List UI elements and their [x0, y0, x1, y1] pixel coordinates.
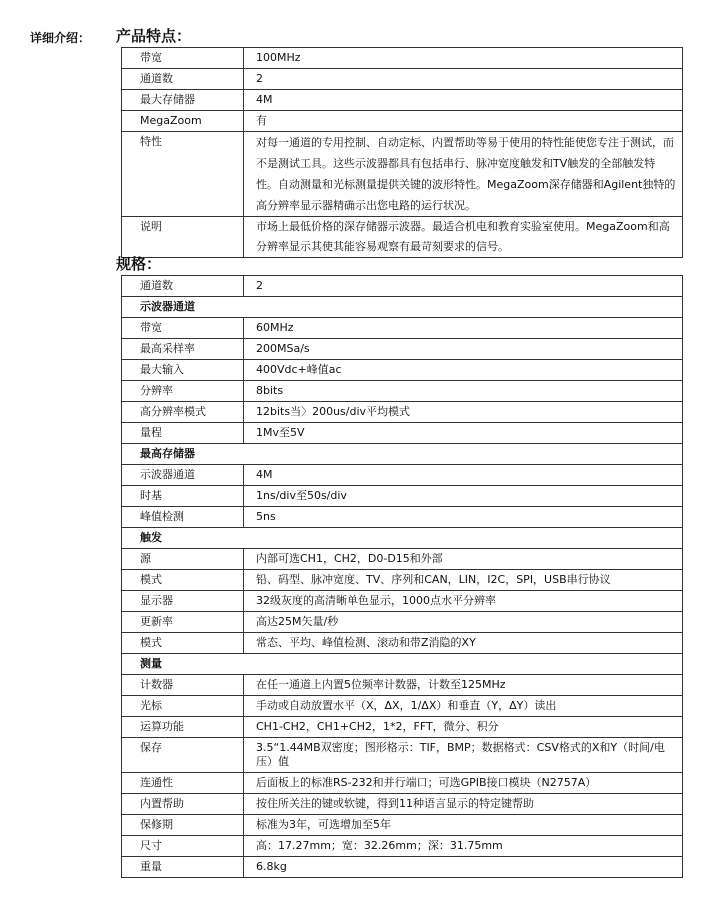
row-value: 8bits [244, 381, 683, 402]
row-value: 6.8kg [244, 857, 683, 878]
table-row [122, 633, 683, 654]
row-label: 说明 [122, 217, 244, 258]
features-title: 产品特点： [116, 27, 192, 45]
table-row [122, 717, 683, 738]
row-label: 带宽 [122, 48, 244, 69]
row-value: 100MHz [244, 48, 683, 69]
row-value: 1Mv至5V [244, 423, 683, 444]
row-label: 保修期 [122, 815, 244, 836]
group-heading: 触发 [122, 528, 683, 549]
row-label: 峰值检测 [122, 507, 244, 528]
row-value: 4M [244, 90, 683, 111]
row-value: 后面板上的标准RS-232和并行端口；可选GPIB接口模块（N2757A） [244, 773, 683, 794]
row-label: 通道数 [122, 276, 244, 297]
row-label: 更新率 [122, 612, 244, 633]
row-value: 铅、码型、脉冲宽度、TV、序列和CAN，LIN，I2C，SPI，USB串行协议 [244, 570, 683, 591]
group-heading: 测量 [122, 654, 683, 675]
table-row [122, 591, 683, 612]
table-row [122, 402, 683, 423]
row-value: 60MHz [244, 318, 683, 339]
row-label: 高分辨率模式 [122, 402, 244, 423]
features-table [121, 47, 683, 258]
table-row [122, 423, 683, 444]
table-row [122, 48, 683, 69]
row-value: CH1-CH2，CH1+CH2，1*2，FFT，微分、积分 [244, 717, 683, 738]
row-label: 特性 [122, 132, 244, 217]
table-row [122, 132, 683, 217]
row-label: 分辨率 [122, 381, 244, 402]
table-row [122, 794, 683, 815]
row-value: 12bits当〉200us/div平均模式 [244, 402, 683, 423]
row-label: 通道数 [122, 69, 244, 90]
row-value: 有 [244, 111, 683, 132]
row-label: 最大存储器 [122, 90, 244, 111]
table-row [122, 815, 683, 836]
specs-title: 规格： [116, 255, 162, 273]
row-value: 手动或自动放置水平（X，ΔX，1/ΔX）和垂直（Y，ΔY）读出 [244, 696, 683, 717]
row-value: 2 [244, 276, 683, 297]
table-row [122, 612, 683, 633]
row-label: 重量 [122, 857, 244, 878]
row-label: 模式 [122, 633, 244, 654]
table-row [122, 339, 683, 360]
row-label: 源 [122, 549, 244, 570]
table-row [122, 696, 683, 717]
table-row [122, 549, 683, 570]
row-value: 对每一通道的专用控制、自动定标、内置帮助等易于使用的特性能使您专注于测试，而不是测试工具。这些示波器都具有包括串行、脉冲宽度触发和TV触发的全部触发特性。自动测量和光标测量提供关键的波形特性。MegaZoom深存储器和Agilent独特的高分辨率显示器精确示出您电路的运行状况。 [244, 132, 683, 217]
row-value: 按住所关注的键或软键，得到11种语言显示的特定键帮助 [244, 794, 683, 815]
row-label: 运算功能 [122, 717, 244, 738]
row-label: 内置帮助 [122, 794, 244, 815]
row-value: 标准为3年，可选增加至5年 [244, 815, 683, 836]
table-row [122, 90, 683, 111]
table-row [122, 773, 683, 794]
row-value: 4M [244, 465, 683, 486]
row-value: 200MSa/s [244, 339, 683, 360]
table-group-row [122, 528, 683, 549]
row-value: 高：17.27mm；宽：32.26mm；深：31.75mm [244, 836, 683, 857]
row-value: 在任一通道上内置5位频率计数器，计数至125MHz [244, 675, 683, 696]
table-row [122, 465, 683, 486]
group-heading: 示波器通道 [122, 297, 683, 318]
table-row [122, 360, 683, 381]
table-row [122, 675, 683, 696]
row-value: 内部可选CH1，CH2，D0-D15和外部 [244, 549, 683, 570]
table-row [122, 381, 683, 402]
detail-intro-label: 详细介绍： [30, 31, 91, 45]
row-label: 最高采样率 [122, 339, 244, 360]
row-label: 时基 [122, 486, 244, 507]
row-value: 2 [244, 69, 683, 90]
row-value: 1ns/div至50s/div [244, 486, 683, 507]
row-value: 3.5“1.44MB双密度；图形格示：TIF，BMP；数据格式：CSV格式的X和Y（时间/电压）值 [244, 738, 683, 773]
row-label: 尺寸 [122, 836, 244, 857]
table-row [122, 217, 683, 258]
table-row [122, 857, 683, 878]
row-label: MegaZoom [122, 111, 244, 132]
row-label: 计数器 [122, 675, 244, 696]
table-row [122, 111, 683, 132]
table-row [122, 69, 683, 90]
row-label: 量程 [122, 423, 244, 444]
row-label: 保存 [122, 738, 244, 773]
table-row [122, 486, 683, 507]
row-label: 显示器 [122, 591, 244, 612]
table-row [122, 276, 683, 297]
row-value: 32级灰度的高清晰单色显示，1000点水平分辨率 [244, 591, 683, 612]
row-label: 模式 [122, 570, 244, 591]
row-label: 带宽 [122, 318, 244, 339]
table-row [122, 738, 683, 773]
row-value: 常态、平均、峰值检测、滚动和带Z消隐的XY [244, 633, 683, 654]
table-group-row [122, 444, 683, 465]
row-value: 市场上最低价格的深存储器示波器。最适合机电和教育实验室使用。MegaZoom和高分辨率显示其使其能容易观察有最苛刻要求的信号。 [244, 217, 683, 258]
specs-table [121, 275, 683, 878]
row-label: 光标 [122, 696, 244, 717]
table-row [122, 570, 683, 591]
row-value: 高达25M矢量/秒 [244, 612, 683, 633]
table-group-row [122, 654, 683, 675]
table-row [122, 318, 683, 339]
table-row [122, 507, 683, 528]
row-label: 连通性 [122, 773, 244, 794]
table-row [122, 836, 683, 857]
row-label: 最大输入 [122, 360, 244, 381]
row-label: 示波器通道 [122, 465, 244, 486]
group-heading: 最高存储器 [122, 444, 683, 465]
row-value: 5ns [244, 507, 683, 528]
table-group-row [122, 297, 683, 318]
row-value: 400Vdc+峰值ac [244, 360, 683, 381]
